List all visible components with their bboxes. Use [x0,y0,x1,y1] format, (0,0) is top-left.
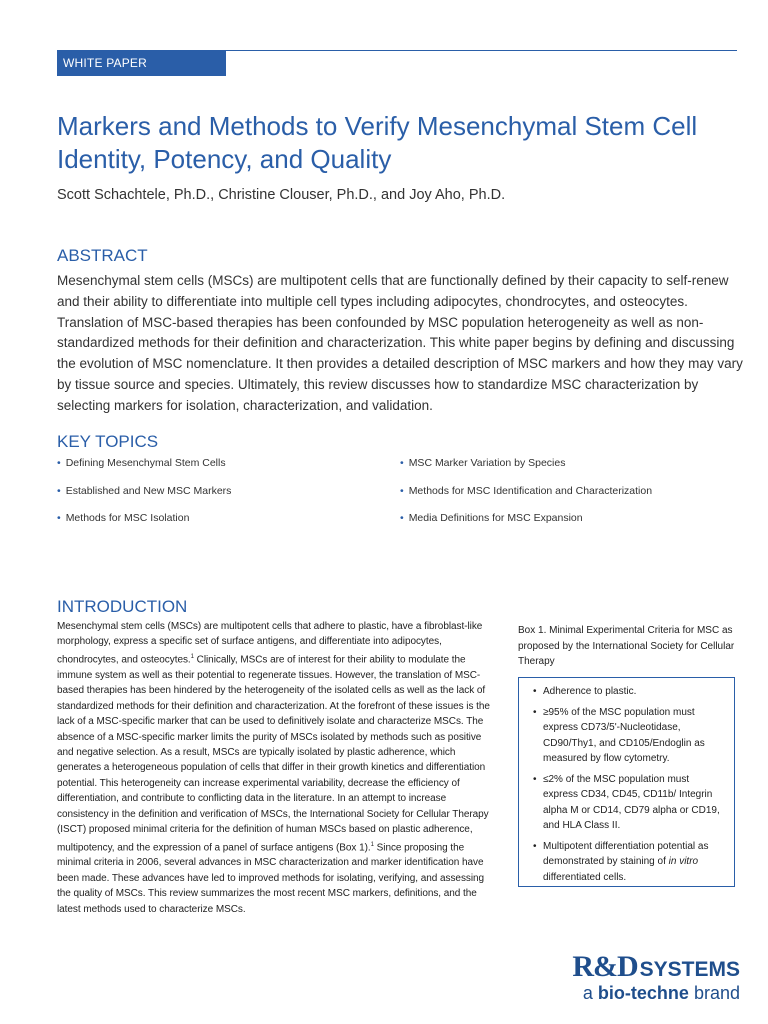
page-title: Markers and Methods to Verify Mesenchymal Stem Cell Identity, Potency, and Quality [57,111,698,174]
key-topics-list [57,457,737,537]
key-topics-heading: KEY TOPICS [57,432,159,451]
bullet-icon: • [400,485,404,497]
criteria-item: • ≥95% of the MSC population must express CD73/5'-Nucleotidase, CD90/Thy1, and CD105/Endoglin as measured by flow cytometry. [533,705,726,767]
key-topic-item: • Methods for MSC Isolation [57,512,190,524]
footnote-ref: 1 [370,841,374,848]
logo-systems-text: SYSTEMS [639,958,740,981]
bullet-icon: • [57,512,61,524]
bullet-icon: • [57,485,61,497]
key-topic-item: • Media Definitions for MSC Expansion [400,512,583,524]
criteria-box [518,677,735,887]
introduction-heading: INTRODUCTION [57,597,188,616]
abstract-heading: ABSTRACT [57,246,148,265]
criteria-item: • Multipotent differentiation potential as demonstrated by staining of in vitro differentiated cells. [533,839,726,886]
logo-tagline: a bio-techne brand [582,983,740,1003]
criteria-item: • Adherence to plastic. [533,684,726,700]
box-caption: Box 1. Minimal Experimental Criteria for MSC as proposed by the International Society for Cellular Therapy [518,625,735,667]
bullet-icon: • [400,512,404,524]
authors: Scott Schachtele, Ph.D., Christine Clouser, Ph.D., and Joy Aho, Ph.D. [57,187,506,203]
criteria-item: • ≤2% of the MSC population must express CD34, CD45, CD11b/ Integrin alpha M or CD14, CD79 alpha or CD19, and HLA Class II. [533,772,726,834]
footnote-ref: 1 [190,653,194,660]
key-topic-item: • Established and New MSC Markers [57,485,232,497]
criteria-list [533,684,726,885]
rd-systems-logo [570,950,740,1005]
key-topic-item: • MSC Marker Variation by Species [400,457,566,469]
bullet-icon: • [400,457,404,469]
introduction-text: Mesenchymal stem cells (MSCs) are multipotent cells that adhere to plastic, have a fibroblast-like morphology, express a specific set of surface antigens, and differentiate into adipocytes, chondrocytes, and osteocytes.$^1$ Clinically, MSCs are of interest for their ability to modulate the immune system as well as their potential to regenerate tissues. However, the translation of MSC-based therapies has been hindered by the heterogeneity of the isolated cells as well as the lack of standardized methods for their definition and characterization. At the forefront of these issues is the lack of a MSC-specific marker that can be used to definitively isolate and characterize MSCs. The absence of a MSC-specific marker limits the purity of MSCs isolated by methods such as positive and negative selection. As a result, MSCs are typically isolated by plastic adherence, which generates a heterogeneous population of cells that differ in their growth kinetics and differentiation potential. This heterogeneity can increase experimental variability, decrease the efficiency of differentiation, and contribute to conflicting data in the literature. In an attempt to increase consistency in the definition and verification of MSCs, the International Society for Cellular Therapy (ISCT) proposed minimal criteria for the definition of human MSCs based on plastic adherence, multipotency, and the expression of a panel of surface antigens (Box 1).$^1$ Since proposing the minimal criteria in 2006, several advances in MSC characterization and marker identification have been made. These advances have led to improved methods for isolating, verifying, and assessing the quality of MSCs. This review summarizes the most recent MSC markers, definitions, and the latest methods used to characterize MSCs. [57,621,490,915]
key-topic-item: • Defining Mesenchymal Stem Cells [57,457,226,469]
white-paper-badge: WHITE PAPER [57,50,226,76]
key-topic-item: • Methods for MSC Identification and Characterization [400,485,653,497]
bullet-icon: • [57,457,61,469]
logo-rd-mark: R&D [572,950,638,983]
abstract-text: Mesenchymal stem cells (MSCs) are multipotent cells that are functionally defined by their capacity to self-renew and their ability to differentiate into multiple cell types including adipocytes, chondrocytes, and osteocytes. Translation of MSC-based therapies has been confounded by MSC population heterogeneity as well as non-standardized methods for their definition and characterization. This white paper begins by defining and discussing the evolution of MSC nomenclature. It then provides a detailed description of MSC markers and how they may vary by tissue source and species. Ultimately, this review discusses how to standardize MSC characterization by selecting markers for isolation, characterization, and validation. [57,273,743,413]
